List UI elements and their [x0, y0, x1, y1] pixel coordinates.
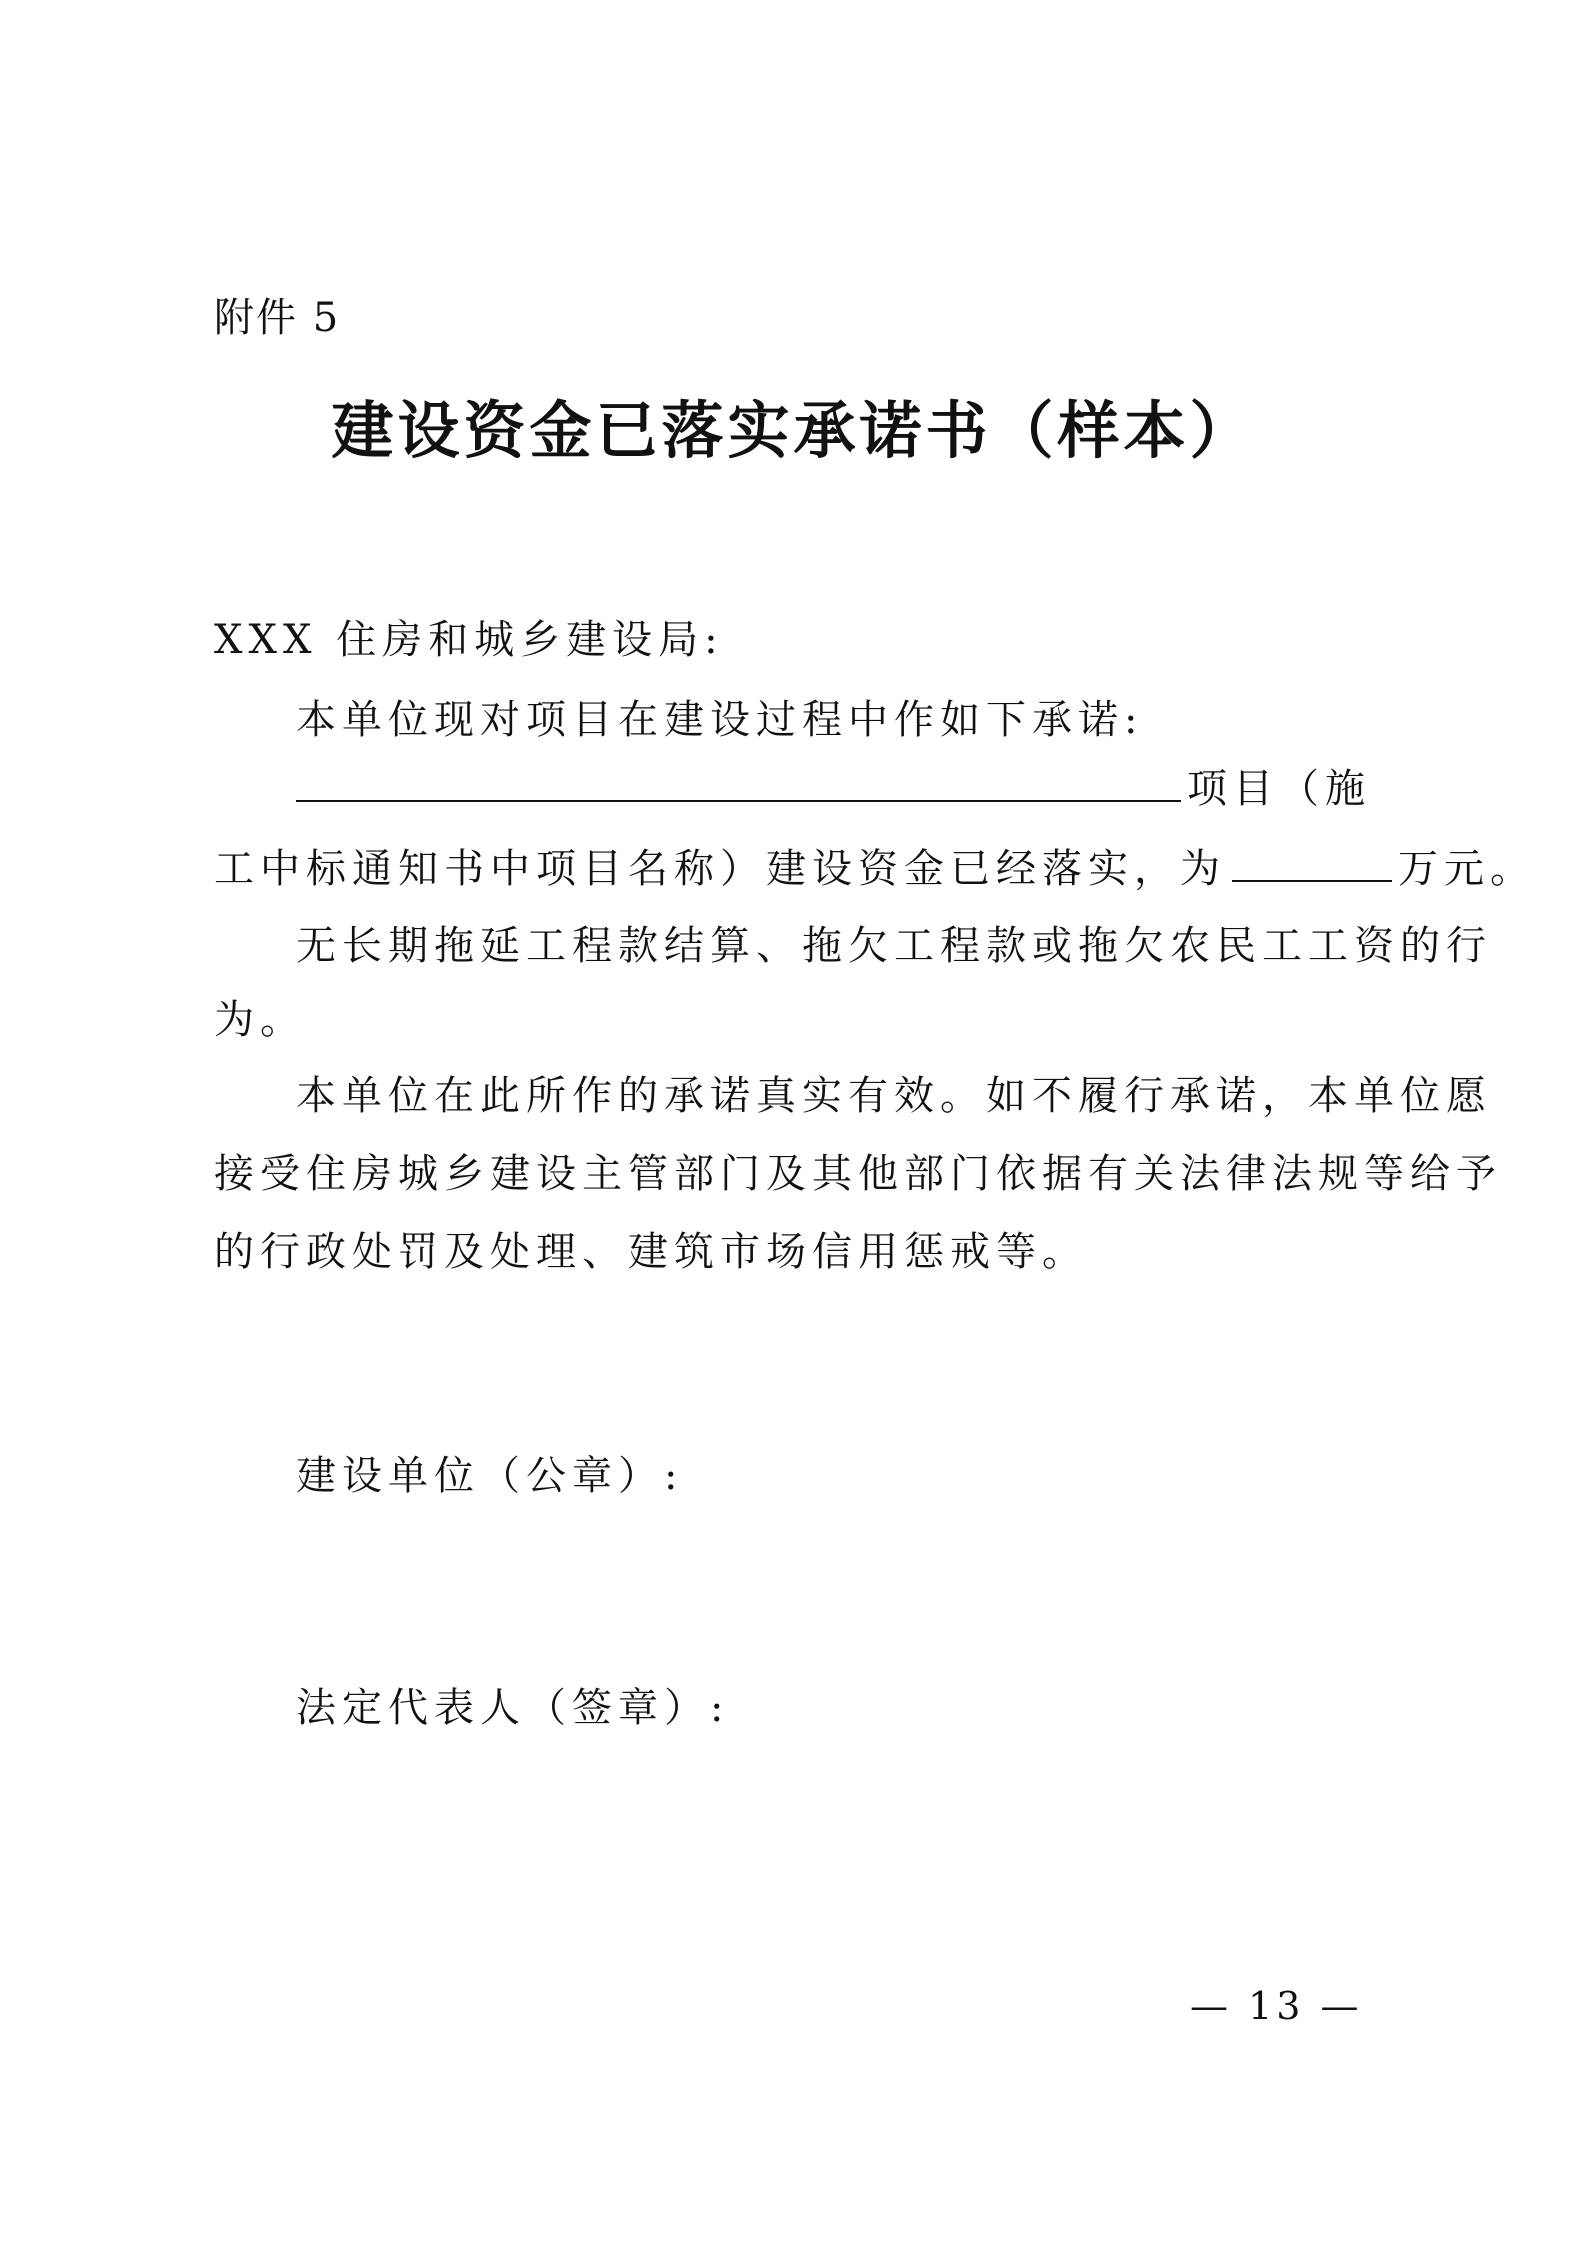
unit-seal-label: 建设单位（公章）:	[296, 1453, 684, 1499]
commitment-1-line-1	[296, 756, 1371, 819]
attachment-label: 附件 5	[214, 295, 341, 341]
commitment-1-text: 工中标通知书中项目名称）建设资金已经落实，为	[214, 846, 1226, 892]
intro-paragraph: 本单位现对项目在建设过程中作如下承诺:	[296, 697, 1144, 743]
commitment-2-line-2: 为。	[214, 997, 306, 1043]
commitment-3-line-3: 的行政处罚及处理、建筑市场信用惩戒等。	[214, 1229, 1088, 1275]
page-number: — 13 —	[1190, 1984, 1363, 2028]
representative-signature-label: 法定代表人（签章）:	[296, 1685, 730, 1731]
commitment-3-line-1: 本单位在此所作的承诺真实有效。如不履行承诺，本单位愿	[296, 1073, 1492, 1119]
commitment-2-line-1: 无长期拖延工程款结算、拖欠工程款或拖欠农民工工资的行	[296, 923, 1492, 969]
commitment-1-line-2	[214, 836, 1536, 899]
commitment-1-tail: 项目（施	[1187, 766, 1371, 812]
addressee: XXX 住房和城乡建设局:	[214, 617, 724, 663]
page-title: 建设资金已落实承诺书（样本）	[331, 394, 1256, 467]
amount-unit: 万元。	[1398, 846, 1536, 892]
amount-blank	[1232, 836, 1392, 882]
commitment-3-line-2: 接受住房城乡建设主管部门及其他部门依据有关法律法规等给予	[214, 1151, 1502, 1197]
project-name-blank	[296, 756, 1181, 802]
